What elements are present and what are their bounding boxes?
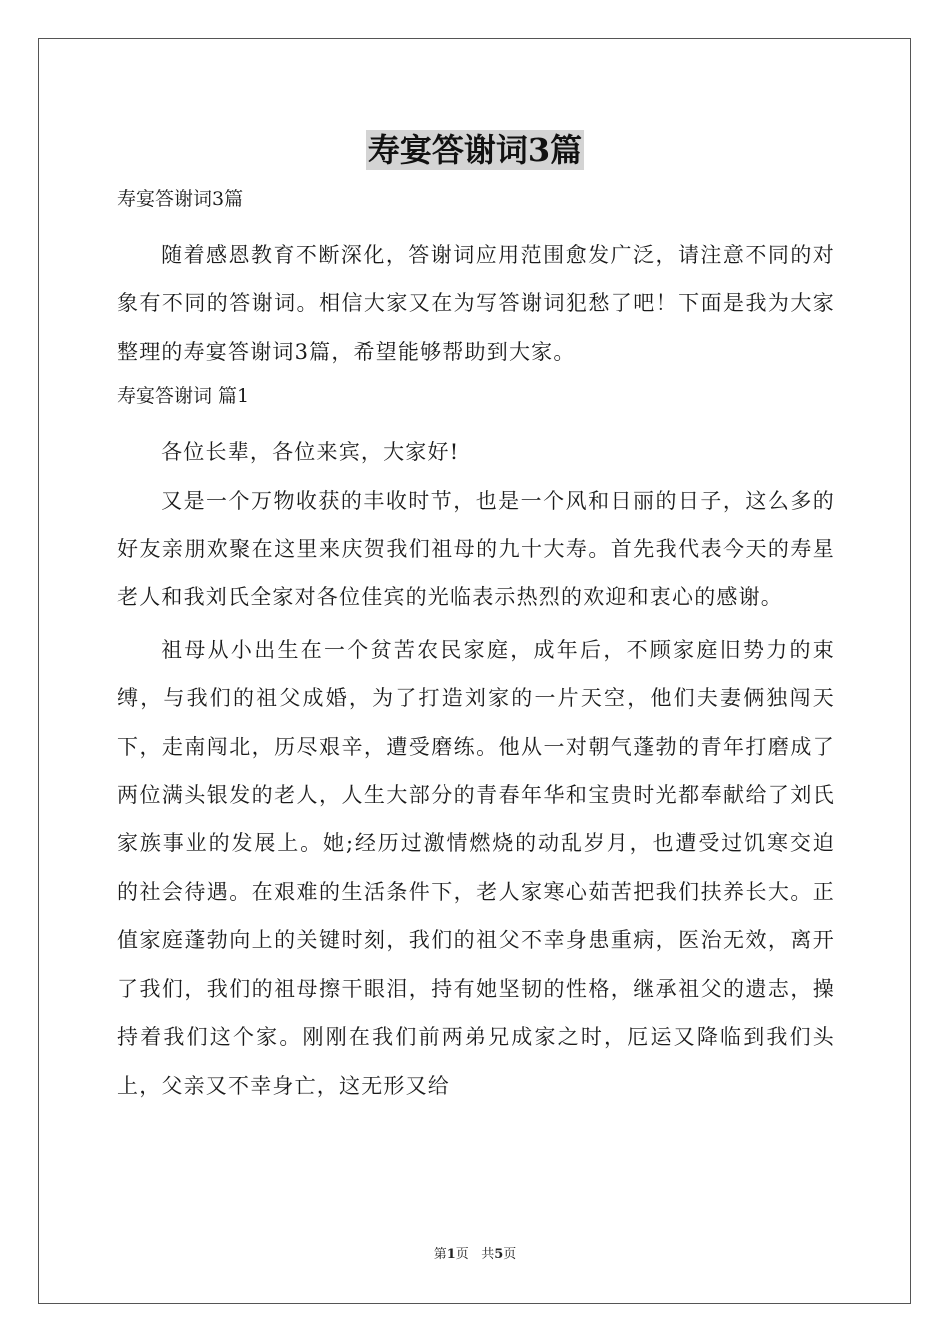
document-title-text: 寿宴答谢词3篇 bbox=[367, 131, 583, 169]
document-title bbox=[0, 130, 950, 170]
greeting-paragraph: 各位长辈，各位来宾，大家好! bbox=[161, 440, 460, 465]
total-prefix: 共 bbox=[481, 1247, 495, 1262]
section-heading: 寿宴答谢词 篇1 bbox=[117, 385, 250, 408]
page-unit: 页 bbox=[455, 1247, 469, 1262]
body-paragraph: 祖母从小出生在一个贫苦农民家庭，成年后，不顾家庭旧势力的束缚，与我们的祖父成婚，为了打造刘家的一片天空，他们夫妻俩独闯天下，走南闯北，历尽艰辛，遭受磨练。他从一对朝气蓬勃的青年打磨成了两位满头银发的老人，人生大部分的青春年华和宝贵时光都奉献给了刘氏家族事业的发展上。她;经历过激情燃烧的动乱岁月，也遭受过饥寒交迫的社会待遇。在艰难的生活条件下，老人家寒心茹苦把我们扶养长大。正值家庭蓬勃向上的关键时刻，我们的祖父不幸身患重病，医治无效，离开了我们，我们的祖母擦干眼泪，持有她坚韧的性格，继承祖父的遗志，操持着我们这个家。刚刚在我们前两弟兄成家之时，厄运又降临到我们头上，父亲又不幸身亡，这无形又给 bbox=[117, 637, 835, 1098]
page-footer bbox=[0, 1246, 950, 1264]
document-subtitle: 寿宴答谢词3篇 bbox=[117, 188, 244, 210]
intro-paragraph: 随着感恩教育不断深化，答谢词应用范围愈发广泛，请注意不同的对象有不同的答谢词。相信大家又在为写答谢词犯愁了吧！下面是我为大家整理的寿宴答谢词3篇，希望能够帮助到大家。 bbox=[117, 243, 835, 364]
body-paragraph: 又是一个万物收获的丰收时节，也是一个风和日丽的日子，这么多的好友亲朋欢聚在这里来庆贺我们祖母的九十大寿。首先我代表今天的寿星老人和我刘氏全家对各位佳宾的光临表示热烈的欢迎和衷心的感谢。 bbox=[117, 488, 835, 610]
page-prefix: 第 bbox=[433, 1247, 447, 1262]
document-body bbox=[117, 181, 835, 1110]
page-number: 1 bbox=[446, 1247, 456, 1262]
total-unit: 页 bbox=[503, 1247, 517, 1262]
total-pages: 5 bbox=[494, 1247, 504, 1262]
